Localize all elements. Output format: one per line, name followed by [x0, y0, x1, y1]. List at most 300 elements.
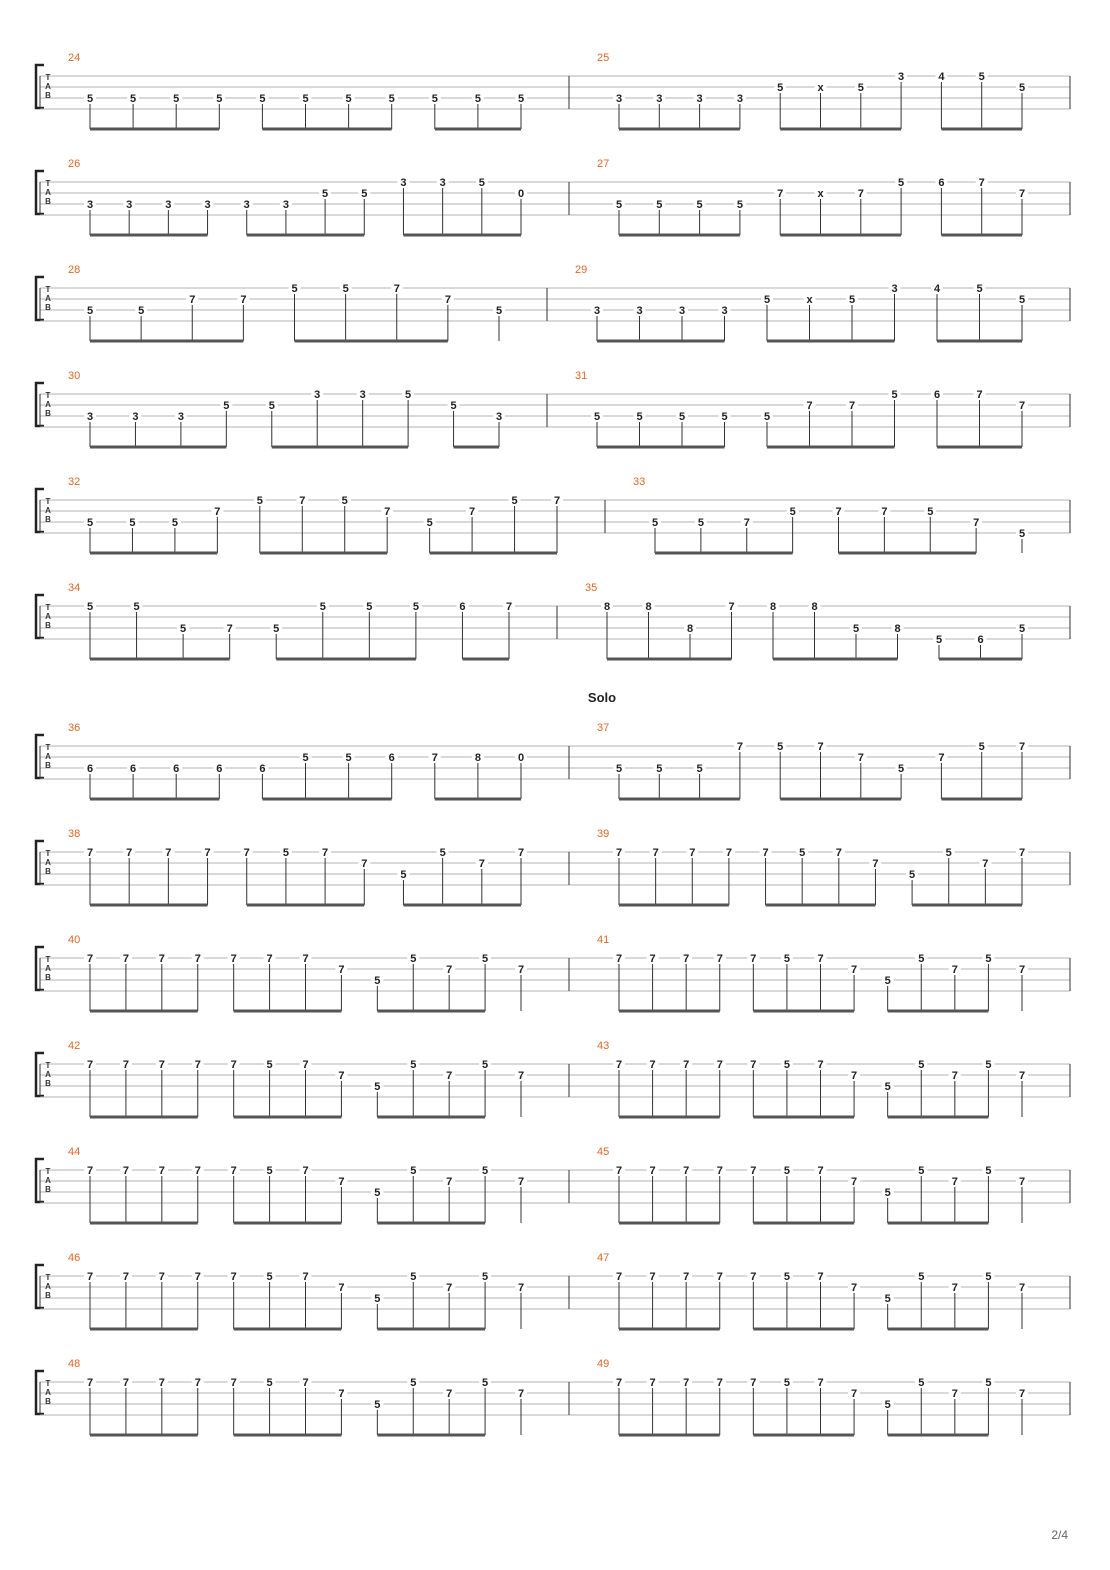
fret-number: 5	[799, 847, 806, 859]
tab-note	[892, 622, 904, 659]
fret-number: 6	[933, 389, 941, 401]
tab-note	[815, 952, 827, 1011]
fret-number: 6	[459, 601, 466, 613]
fret-number: 7	[338, 964, 345, 976]
tab-clef-letter: T	[45, 73, 51, 82]
tab-clef-letter: B	[45, 303, 51, 312]
tab-note	[358, 187, 370, 235]
fret-number: 5	[374, 1293, 381, 1305]
tab-note	[343, 751, 355, 799]
measure-number: 46	[68, 1252, 81, 1264]
fret-number: 7	[361, 858, 368, 870]
tab-note	[371, 1292, 383, 1329]
tab-note	[335, 1069, 347, 1117]
fret-number: 7	[469, 506, 476, 518]
fret-number: 7	[338, 1282, 345, 1294]
measure	[597, 934, 1028, 1013]
tab-note	[256, 92, 268, 129]
tab-note	[192, 1270, 204, 1329]
fret-number: 5	[1018, 528, 1026, 540]
fret-number: 7	[86, 1271, 94, 1283]
fret-number: 7	[446, 1388, 453, 1400]
tab-system	[36, 476, 1070, 555]
note-beam	[90, 1010, 198, 1013]
tab-note	[1016, 963, 1028, 1011]
tab-note	[192, 952, 204, 1011]
tab-note	[126, 516, 138, 553]
fret-number: 7	[189, 294, 196, 306]
fret-number: 5	[884, 1081, 891, 1093]
fret-number: 5	[935, 634, 943, 646]
tab-note	[695, 516, 707, 553]
fret-number: 7	[240, 294, 247, 306]
fret-number: 7	[204, 847, 211, 859]
fret-number: 3	[243, 199, 250, 211]
fret-number: 5	[256, 495, 263, 507]
fret-number: 5	[366, 601, 373, 613]
fret-number: 5	[482, 1165, 489, 1177]
tab-note	[781, 1270, 793, 1329]
measure-number: 47	[597, 1252, 610, 1264]
fret-number: 7	[158, 1059, 165, 1071]
tab-note	[228, 1376, 240, 1435]
fret-number: 5	[884, 975, 891, 987]
tab-note	[815, 1058, 827, 1117]
tab-note	[774, 740, 786, 799]
note-beam	[753, 1116, 854, 1119]
tab-note	[228, 1270, 240, 1329]
tab-clef-letter: A	[45, 294, 51, 303]
tab-note	[933, 633, 945, 659]
tab-note	[120, 1376, 132, 1435]
note-beam	[90, 340, 243, 343]
measure	[597, 52, 1028, 131]
tab-note	[848, 1069, 860, 1117]
fret-number: 8	[645, 601, 652, 613]
note-beam	[912, 904, 1022, 907]
fret-number: 7	[230, 1165, 237, 1177]
tab-note	[289, 282, 301, 341]
fret-number: 7	[338, 1070, 345, 1082]
fret-number: 5	[478, 177, 485, 189]
tab-note	[895, 176, 907, 235]
tab-note	[515, 1387, 527, 1435]
tab-note	[84, 410, 96, 447]
measure-number: 38	[68, 828, 81, 840]
tab-note	[1016, 293, 1028, 341]
fret-number: 6	[130, 763, 137, 775]
tab-system	[36, 1252, 1070, 1331]
note-beam	[753, 1010, 854, 1013]
tab-clef-letter: T	[45, 603, 51, 612]
fret-number: 6	[216, 763, 223, 775]
tab-note	[741, 516, 753, 553]
fret-number: 5	[86, 517, 94, 529]
tab-note	[456, 600, 468, 659]
fret-number: 5	[945, 847, 952, 859]
tab-clef-letter: T	[45, 391, 51, 400]
fret-number: x	[817, 188, 824, 200]
tab-note	[357, 388, 369, 447]
fret-number: 7	[478, 858, 485, 870]
tab-note	[734, 198, 746, 235]
tab-note	[650, 846, 662, 905]
tab-note	[855, 187, 867, 235]
fret-number: 7	[683, 1059, 690, 1071]
fret-number: 5	[266, 1059, 273, 1071]
fret-number: 5	[130, 93, 137, 105]
fret-number: 7	[716, 1059, 723, 1071]
tab-system	[36, 1040, 1070, 1119]
measure	[597, 828, 1028, 907]
fret-number: 5	[410, 1271, 417, 1283]
fret-number: 5	[439, 847, 446, 859]
note-beam	[619, 1010, 720, 1013]
tab-note	[1016, 1069, 1028, 1117]
tab-note	[613, 952, 625, 1011]
fret-number: 5	[736, 199, 743, 211]
fret-number: 5	[783, 1059, 790, 1071]
fret-number: 7	[743, 517, 750, 529]
tab-note	[407, 1164, 419, 1223]
tab-note	[192, 1164, 204, 1223]
tab-note	[170, 92, 182, 129]
fret-number: 5	[180, 623, 187, 635]
tab-note	[381, 505, 393, 553]
fret-number: 5	[909, 869, 916, 881]
tab-note	[613, 198, 625, 235]
tab-note	[479, 952, 491, 1011]
tab-note	[228, 1058, 240, 1117]
fret-number: 5	[133, 601, 140, 613]
fret-number: 5	[412, 601, 419, 613]
tab-note	[515, 1281, 527, 1329]
fret-number: 7	[338, 1388, 345, 1400]
fret-number: 7	[817, 1377, 824, 1389]
tab-note	[714, 1376, 726, 1435]
fret-number: 8	[603, 601, 611, 613]
tab-note	[335, 963, 347, 1011]
tab-note	[479, 1376, 491, 1435]
fret-number: 6	[86, 763, 94, 775]
note-beam	[90, 798, 219, 801]
tab-note	[192, 1376, 204, 1435]
measure	[68, 934, 527, 1013]
fret-number: 7	[194, 1271, 201, 1283]
tab-note	[264, 1058, 276, 1117]
tab-note	[653, 92, 665, 129]
tab-note	[833, 505, 845, 553]
tab-note	[300, 92, 312, 129]
tab-note	[949, 1175, 961, 1223]
tab-note	[935, 70, 947, 129]
section-label: Solo	[587, 690, 617, 705]
fret-number: 7	[230, 1271, 237, 1283]
tab-system	[36, 828, 1070, 907]
fret-number: 5	[918, 1377, 925, 1389]
fret-number: 5	[319, 601, 326, 613]
tab-note	[123, 198, 135, 235]
fret-number: 3	[721, 305, 728, 317]
fret-number: 7	[1018, 964, 1026, 976]
fret-number: 3	[282, 199, 289, 211]
tab-note	[175, 410, 187, 447]
fret-number: 5	[322, 188, 329, 200]
fret-number: 7	[750, 953, 757, 965]
fret-number: 7	[517, 1388, 525, 1400]
fret-number: 5	[400, 869, 407, 881]
fret-number: 6	[977, 634, 984, 646]
note-beam	[295, 340, 448, 343]
tab-systems	[36, 52, 1070, 1437]
tab-note	[982, 1164, 994, 1223]
tab-note	[300, 1376, 312, 1435]
fret-number: 5	[857, 82, 864, 94]
note-beam	[90, 1434, 198, 1437]
fret-number: 5	[410, 953, 417, 965]
measure	[68, 582, 515, 661]
tab-note	[1016, 1387, 1028, 1435]
fret-number: 3	[678, 305, 686, 317]
fret-number: 7	[683, 1271, 690, 1283]
fret-number: 7	[951, 1388, 958, 1400]
tab-clef-letter: A	[45, 752, 51, 761]
fret-number: 5	[482, 1059, 489, 1071]
fret-number: 7	[165, 847, 172, 859]
fret-number: 7	[384, 506, 391, 518]
note-beam	[780, 798, 901, 801]
measure-number: 24	[68, 52, 81, 64]
fret-number: 7	[851, 1176, 858, 1188]
fret-number: 0	[517, 188, 525, 200]
tab-note	[135, 304, 147, 341]
tab-note	[228, 1164, 240, 1223]
tab-note	[935, 176, 947, 235]
tab-note	[719, 410, 731, 447]
tab-note	[443, 963, 455, 1011]
tab-note	[131, 600, 143, 659]
tab-note	[437, 176, 449, 235]
tab-note	[613, 1058, 625, 1117]
tab-note	[882, 1292, 894, 1329]
measure-number: 33	[633, 476, 646, 488]
tab-clef-letter: A	[45, 612, 51, 621]
tab-clef-letter: B	[45, 1291, 51, 1300]
tab-clef-letter: A	[45, 1282, 51, 1291]
note-beam	[597, 340, 725, 343]
note-beam	[435, 128, 521, 131]
fret-number: 5	[985, 1165, 992, 1177]
fret-number: 7	[649, 953, 656, 965]
tab-note	[647, 1164, 659, 1223]
fret-number: x	[806, 294, 813, 306]
measure	[597, 1358, 1028, 1437]
tab-note	[850, 622, 862, 659]
fret-number: 7	[446, 1176, 453, 1188]
fret-number: 7	[505, 601, 513, 613]
tab-note	[429, 751, 441, 799]
fret-number: x	[817, 82, 824, 94]
tab-system	[36, 52, 1070, 131]
note-beam	[234, 1222, 342, 1225]
note-beam	[262, 128, 391, 131]
fret-number: 7	[86, 847, 94, 859]
fret-number: 5	[259, 93, 266, 105]
fret-number: 5	[426, 517, 433, 529]
fret-number: 5	[173, 93, 180, 105]
measure-number: 44	[68, 1146, 81, 1158]
fret-number: 5	[171, 517, 178, 529]
tab-note	[601, 600, 613, 659]
tab-note	[676, 410, 688, 447]
fret-number: 5	[1018, 623, 1026, 635]
tab-note	[781, 952, 793, 1011]
fret-number: 5	[266, 1165, 273, 1177]
fret-number: 3	[593, 305, 601, 317]
fret-number: 7	[194, 1059, 201, 1071]
fret-number: 3	[495, 411, 503, 423]
fret-number: 7	[1018, 1388, 1026, 1400]
tab-note	[120, 1270, 132, 1329]
tab-note	[804, 399, 816, 447]
fret-number: 4	[938, 71, 945, 83]
tab-system	[36, 264, 1070, 343]
fret-number: 5	[898, 177, 905, 189]
fret-number: 5	[138, 305, 145, 317]
fret-number: 7	[158, 1271, 165, 1283]
fret-number: 7	[86, 1059, 94, 1071]
tab-clef-letter: T	[45, 955, 51, 964]
fret-number: 7	[750, 1059, 757, 1071]
tab-note	[280, 846, 292, 905]
tab-note	[84, 1376, 96, 1435]
tab-note	[443, 1175, 455, 1223]
fret-number: 7	[1018, 400, 1026, 412]
fret-number: 5	[86, 305, 94, 317]
tab-note	[129, 410, 141, 447]
fret-number: 6	[173, 763, 180, 775]
tab-clef-letter: B	[45, 197, 51, 206]
fret-number: 5	[918, 1165, 925, 1177]
fret-number: 5	[1018, 82, 1026, 94]
tab-note	[551, 494, 563, 553]
note-beam	[90, 234, 208, 237]
measure-number: 49	[597, 1358, 610, 1370]
tab-note	[448, 399, 460, 447]
fret-number: 7	[649, 1377, 656, 1389]
tab-note	[211, 505, 223, 553]
tab-note	[882, 1398, 894, 1435]
tab-note	[676, 304, 688, 341]
tab-note	[1016, 1175, 1028, 1223]
tab-clef-letter: T	[45, 743, 51, 752]
fret-number: 7	[615, 1059, 623, 1071]
tab-clef-letter: B	[45, 1185, 51, 1194]
fret-number: 7	[817, 1271, 824, 1283]
note-beam	[403, 234, 521, 237]
note-beam	[937, 446, 1022, 449]
fret-number: 5	[978, 741, 985, 753]
fret-number: 6	[388, 752, 395, 764]
fret-number: 3	[177, 411, 184, 423]
tab-note	[84, 952, 96, 1011]
tab-note	[84, 198, 96, 235]
fret-number: 5	[978, 71, 985, 83]
note-beam	[839, 552, 977, 555]
tab-note	[974, 282, 986, 341]
measure-number: 39	[597, 828, 610, 840]
fret-number: 7	[338, 1176, 345, 1188]
fret-number: 7	[851, 1070, 858, 1082]
measure	[597, 1040, 1028, 1119]
tab-note	[493, 410, 505, 447]
fret-number: 5	[615, 763, 623, 775]
tab-clef-letter: B	[45, 1079, 51, 1088]
fret-number: 3	[400, 177, 407, 189]
tab-note	[649, 516, 661, 553]
note-beam	[888, 1222, 989, 1225]
tab-note	[760, 846, 772, 905]
fret-number: 7	[194, 953, 201, 965]
tab-note	[339, 494, 351, 553]
fret-number: 7	[851, 1388, 858, 1400]
fret-number: 7	[444, 294, 451, 306]
tab-note	[343, 92, 355, 129]
tab-note	[402, 388, 414, 447]
fret-number: 7	[817, 953, 824, 965]
tab-note	[774, 187, 786, 235]
fret-number: 5	[345, 93, 352, 105]
note-beam	[655, 552, 793, 555]
tab-note	[156, 952, 168, 1011]
tab-note	[613, 1376, 625, 1435]
tab-note	[915, 952, 927, 1011]
fret-number: 7	[951, 1176, 958, 1188]
tab-note	[833, 846, 845, 905]
fret-number: 5	[268, 400, 275, 412]
fret-number: 5	[651, 517, 659, 529]
note-beam	[941, 234, 1022, 237]
note-beam	[247, 234, 365, 237]
tab-note	[317, 600, 329, 659]
fret-number: 5	[783, 1377, 790, 1389]
fret-number: 5	[884, 1399, 891, 1411]
note-beam	[262, 798, 391, 801]
tab-note	[943, 846, 955, 905]
measure-number: 26	[68, 158, 81, 170]
note-beam	[435, 798, 521, 801]
fret-number: 7	[649, 1059, 656, 1071]
fret-number: 7	[615, 847, 623, 859]
tab-note	[266, 399, 278, 447]
tab-note	[177, 622, 189, 659]
fret-number: 7	[1018, 1282, 1026, 1294]
note-beam	[937, 340, 1022, 343]
tab-note	[974, 388, 986, 447]
tab-note	[363, 600, 375, 659]
fret-number: 7	[122, 1377, 129, 1389]
note-beam	[773, 658, 898, 661]
tab-note	[931, 282, 943, 341]
measure-number: 27	[597, 158, 610, 170]
fret-number: 5	[918, 953, 925, 965]
fret-number: 7	[835, 847, 842, 859]
note-beam	[619, 904, 729, 907]
measure-number: 43	[597, 1040, 610, 1052]
tab-note	[846, 399, 858, 447]
tab-note	[613, 92, 625, 129]
fret-number: 7	[431, 752, 438, 764]
